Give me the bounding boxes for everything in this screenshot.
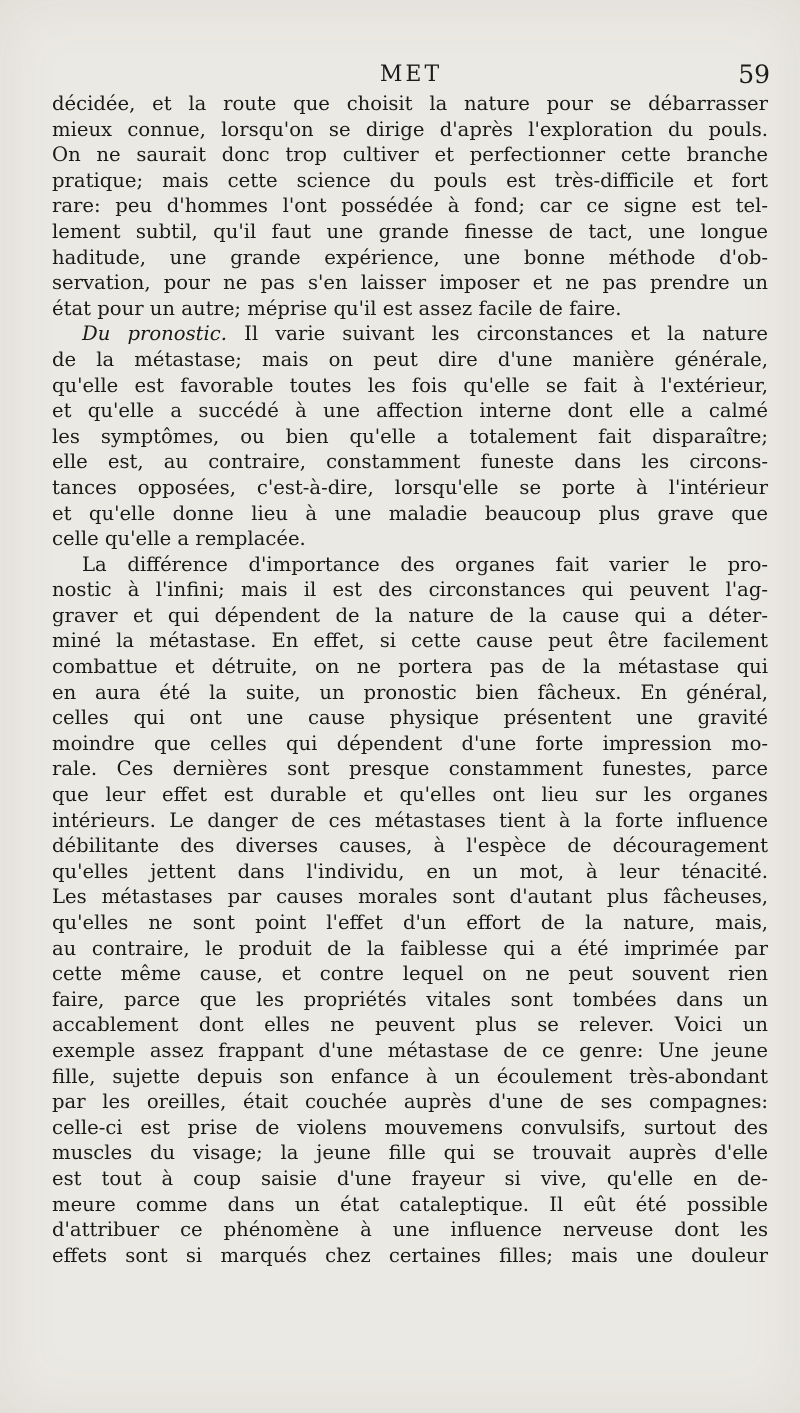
text-line: faire, parce que les propriétés vitales sont tombées dans un (52, 987, 768, 1011)
text-line: graver et qui dépendent de la nature de la cause qui a déter- (52, 603, 768, 627)
text-line: moindre que celles qui dépendent d'une forte impression mo- (52, 731, 768, 755)
text-line: rare: peu d'hommes l'ont possédée à fond; car ce signe est tel- (52, 194, 768, 218)
body-text (52, 91, 768, 1268)
text-line: débilitante des diverses causes, à l'espèce de découragement (52, 834, 768, 858)
text-line: fille, sujette depuis son enfance à un écoulement très-abondant (52, 1064, 768, 1088)
text-line: au contraire, le produit de la faiblesse qui a été imprimée par (52, 936, 768, 960)
section-heading: Du pronostic. (82, 322, 227, 346)
text-line: pratique; mais cette science du pouls est très-difficile et fort (52, 168, 768, 192)
text-line: On ne saurait donc trop cultiver et perfectionner cette branche (52, 143, 768, 167)
text-line: décidée, et la route que choisit la nature pour se débarrasser (52, 92, 768, 115)
running-title: MET (379, 62, 443, 87)
text-line: les symptômes, ou bien qu'elle a totalement fait disparaître; (52, 424, 768, 448)
text-line: qu'elle est favorable toutes les fois qu'elle se fait à l'extérieur, (52, 373, 768, 397)
text-line: combattue et détruite, on ne portera pas de la métastase qui (52, 655, 768, 679)
text-line: est tout à coup saisie d'une frayeur si vive, qu'elle en de- (52, 1166, 768, 1190)
text-line: servation, pour ne pas s'en laisser imposer et ne pas prendre un (52, 271, 768, 295)
text-line: celles qui ont une cause physique présentent une gravité (52, 706, 768, 730)
text-line-section-start (52, 321, 768, 347)
text-line: Les métastases par causes morales sont d'autant plus fâcheuses, (52, 885, 768, 909)
text-line: nostic à l'infini; mais il est des circonstances qui peuvent l'ag- (52, 578, 768, 602)
text-line: celle-ci est prise de violens mouvemens convulsifs, surtout des (52, 1115, 768, 1139)
text-line: d'attribuer ce phénomène à une influence nerveuse dont les (52, 1218, 768, 1242)
text-line: qu'elles jettent dans l'individu, en un mot, à leur ténacité. (52, 859, 768, 883)
text-line: exemple assez frappant d'une métastase de ce genre: Une jeune (52, 1038, 768, 1062)
text-line: état pour un autre; méprise qu'il est assez facile de faire. (52, 296, 622, 320)
text-line: en aura été la suite, un pronostic bien fâcheux. En général, (52, 680, 768, 704)
section-heading-continuation: Il varie suivant les circonstances et la nature (226, 322, 768, 346)
text-line: cette même cause, et contre lequel on ne peut souvent rien (52, 962, 768, 986)
text-line: de la métastase; mais on peut dire d'une manière générale, (52, 347, 768, 371)
text-line: par les oreilles, était couchée auprès d'une de ses compagnes: (52, 1090, 768, 1114)
running-head (52, 58, 770, 92)
text-line: muscles du visage; la jeune fille qui se trouvait auprès d'elle (52, 1141, 768, 1165)
text-line: celle qu'elle a remplacée. (52, 527, 306, 551)
text-line: miné la métastase. En effet, si cette cause peut être facilement (52, 629, 768, 653)
text-line: et qu'elle a succédé à une affection interne dont elle a calmé (52, 399, 768, 423)
text-line: meure comme dans un état cataleptique. Il eût été possible (52, 1192, 768, 1216)
text-line: effets sont si marqués chez certaines filles; mais une douleur (52, 1243, 768, 1267)
text-line: lement subtil, qu'il faut une grande finesse de tact, une longue (52, 219, 768, 243)
text-line: accablement dont elles ne peuvent plus se relever. Voici un (52, 1013, 768, 1037)
text-line: qu'elles ne sont point l'effet d'un effort de la nature, mais, (52, 911, 768, 934)
text-line: que leur effet est durable et qu'elles ont lieu sur les organes (52, 783, 768, 807)
text-line: et qu'elle donne lieu à une maladie beaucoup plus grave que (52, 501, 768, 525)
text-line: elle est, au contraire, constamment funeste dans les circons- (52, 450, 768, 474)
page-number: 59 (738, 60, 770, 89)
text-line: mieux connue, lorsqu'on se dirige d'après l'exploration du pouls. (52, 117, 768, 141)
text-line: rale. Ces dernières sont presque constamment funestes, parce (52, 757, 768, 781)
text-line-paragraph-start: La différence d'importance des organes fait varier le pro- (82, 552, 768, 576)
text-line: intérieurs. Le danger de ces métastases tient à la forte influence (52, 808, 768, 832)
text-line: tances opposées, c'est-à-dire, lorsqu'elle se porte à l'intérieur (52, 475, 768, 499)
text-line: haditude, une grande expérience, une bonne méthode d'ob- (52, 245, 768, 269)
